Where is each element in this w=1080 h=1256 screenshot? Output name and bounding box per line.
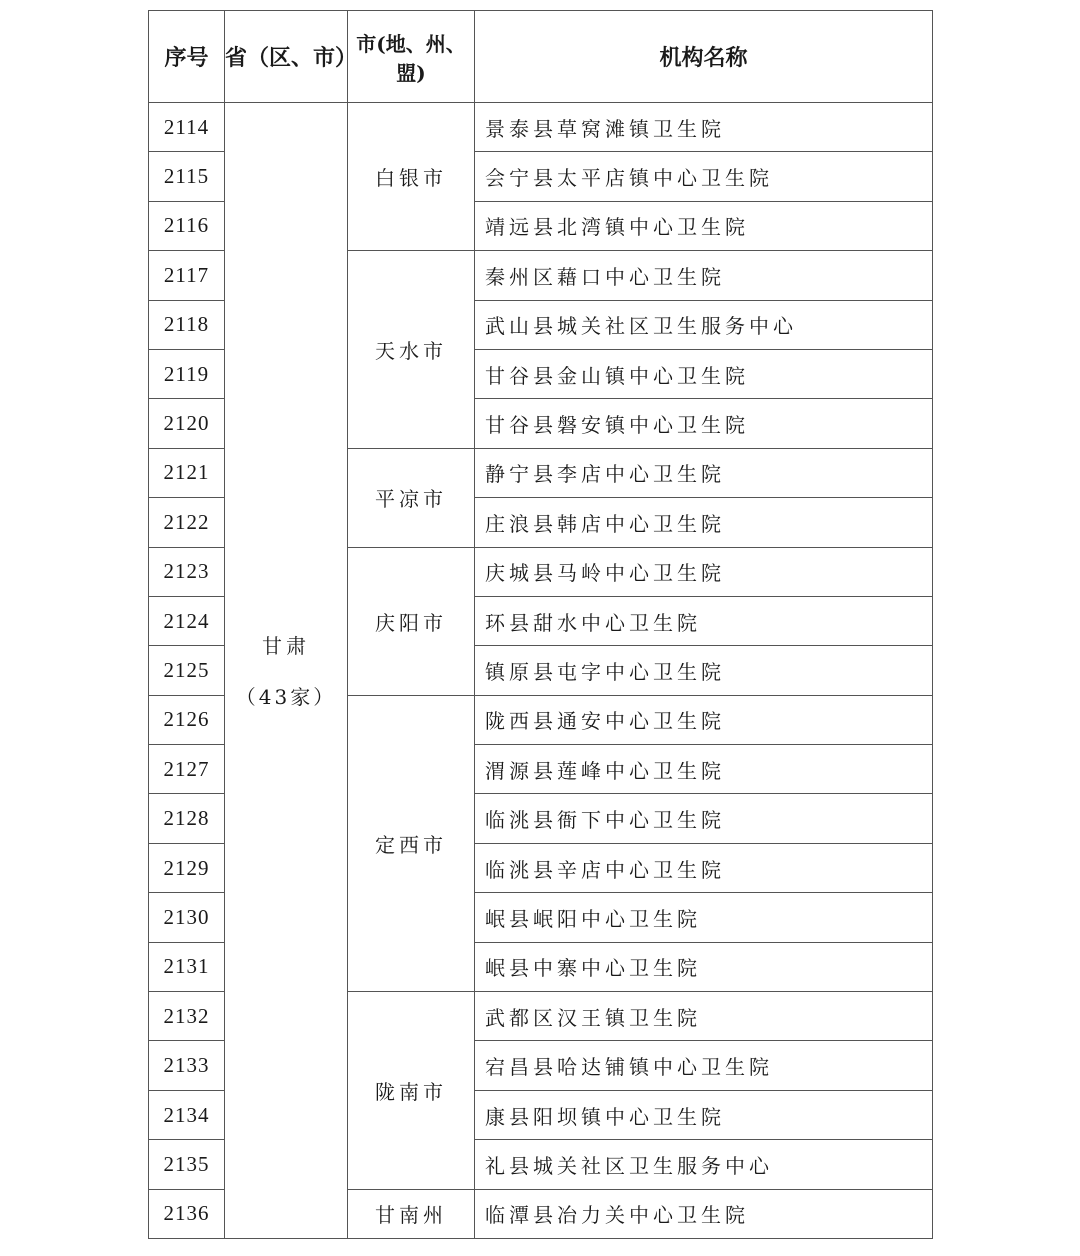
table-row (149, 103, 933, 152)
seq-cell: 2134 (149, 1090, 225, 1139)
seq-cell: 2115 (149, 152, 225, 201)
province-cell (225, 103, 348, 1239)
header-seq: 序号 (149, 11, 225, 103)
org-name-cell: 甘谷县金山镇中心卫生院 (475, 349, 933, 398)
org-name-cell: 渭源县莲峰中心卫生院 (475, 745, 933, 794)
city-cell: 甘南州 (348, 1189, 475, 1238)
org-name-cell: 镇原县屯字中心卫生院 (475, 646, 933, 695)
org-name-cell: 会宁县太平店镇中心卫生院 (475, 152, 933, 201)
header-row (149, 11, 933, 103)
org-name-cell: 庄浪县韩店中心卫生院 (475, 498, 933, 547)
seq-cell: 2131 (149, 942, 225, 991)
seq-cell: 2128 (149, 794, 225, 843)
city-cell: 平凉市 (348, 448, 475, 547)
institution-table (148, 10, 933, 1239)
org-name-cell: 岷县岷阳中心卫生院 (475, 893, 933, 942)
org-name-cell: 秦州区藉口中心卫生院 (475, 251, 933, 300)
seq-cell: 2136 (149, 1189, 225, 1238)
header-org: 机构名称 (475, 11, 933, 103)
seq-cell: 2125 (149, 646, 225, 695)
seq-cell: 2135 (149, 1140, 225, 1189)
header-city: 市(地、州、盟) (348, 11, 475, 103)
org-name-cell: 临洮县辛店中心卫生院 (475, 843, 933, 892)
seq-cell: 2122 (149, 498, 225, 547)
seq-cell: 2124 (149, 596, 225, 645)
org-name-cell: 武都区汉王镇卫生院 (475, 992, 933, 1041)
org-name-cell: 庆城县马岭中心卫生院 (475, 547, 933, 596)
org-name-cell: 临潭县冶力关中心卫生院 (475, 1189, 933, 1238)
province-name: 甘肃 (262, 634, 310, 659)
seq-cell: 2126 (149, 695, 225, 744)
seq-cell: 2118 (149, 300, 225, 349)
seq-cell: 2133 (149, 1041, 225, 1090)
org-name-cell: 靖远县北湾镇中心卫生院 (475, 201, 933, 250)
seq-cell: 2117 (149, 251, 225, 300)
city-cell: 天水市 (348, 251, 475, 449)
city-cell: 庆阳市 (348, 547, 475, 695)
seq-cell: 2114 (149, 103, 225, 152)
seq-cell: 2116 (149, 201, 225, 250)
org-name-cell: 康县阳坝镇中心卫生院 (475, 1090, 933, 1139)
org-name-cell: 静宁县李店中心卫生院 (475, 448, 933, 497)
seq-cell: 2123 (149, 547, 225, 596)
org-name-cell: 礼县城关社区卫生服务中心 (475, 1140, 933, 1189)
org-name-cell: 环县甜水中心卫生院 (475, 596, 933, 645)
seq-cell: 2132 (149, 992, 225, 1041)
city-cell: 陇南市 (348, 992, 475, 1190)
seq-cell: 2127 (149, 745, 225, 794)
seq-cell: 2120 (149, 399, 225, 448)
city-cell: 白银市 (348, 103, 475, 251)
seq-cell: 2129 (149, 843, 225, 892)
seq-cell: 2121 (149, 448, 225, 497)
org-name-cell: 宕昌县哈达铺镇中心卫生院 (475, 1041, 933, 1090)
province-count: （43家） (235, 685, 337, 710)
city-cell: 定西市 (348, 695, 475, 991)
org-name-cell: 临洮县衙下中心卫生院 (475, 794, 933, 843)
org-name-cell: 武山县城关社区卫生服务中心 (475, 300, 933, 349)
org-name-cell: 甘谷县磐安镇中心卫生院 (475, 399, 933, 448)
org-name-cell: 陇西县通安中心卫生院 (475, 695, 933, 744)
seq-cell: 2119 (149, 349, 225, 398)
header-province: 省（区、市） (225, 11, 348, 103)
org-name-cell: 景泰县草窝滩镇卫生院 (475, 103, 933, 152)
seq-cell: 2130 (149, 893, 225, 942)
org-name-cell: 岷县中寨中心卫生院 (475, 942, 933, 991)
